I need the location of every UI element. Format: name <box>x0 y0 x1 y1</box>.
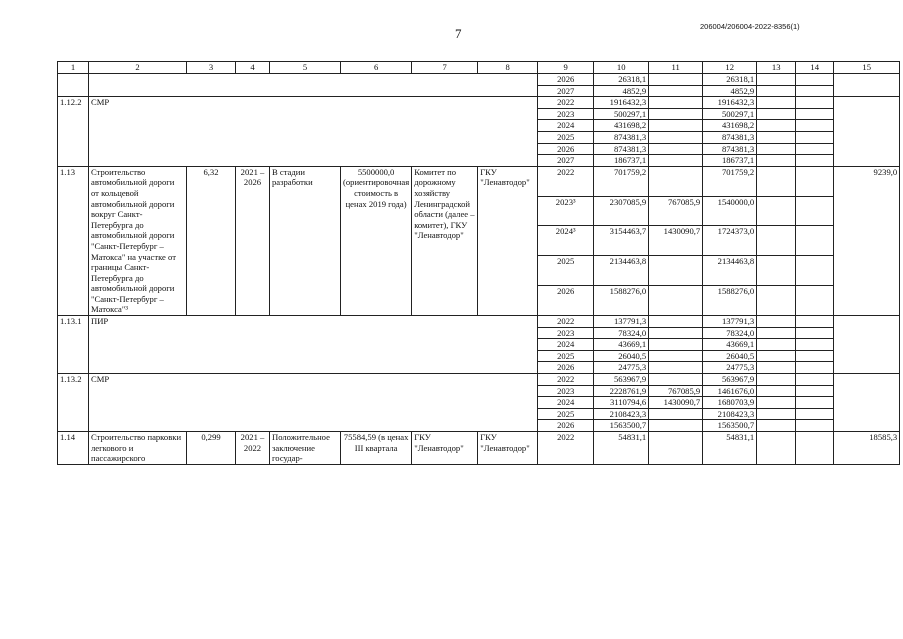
col14-cell <box>796 362 834 374</box>
budget-table <box>57 61 900 465</box>
col13-cell <box>757 85 796 97</box>
year-cell: 2023³ <box>538 196 594 226</box>
col15-cell: 18585,3 <box>834 432 900 465</box>
table-row <box>58 97 900 109</box>
col13-cell <box>757 131 796 143</box>
regional-value: 4852,9 <box>703 85 757 97</box>
col13-cell <box>757 432 796 465</box>
total-value: 3110794,6 <box>594 397 649 409</box>
total-value: 137791,3 <box>594 316 649 328</box>
regional-value: 1680703,9 <box>703 397 757 409</box>
header-cell: 6 <box>341 62 412 74</box>
col13-cell <box>757 339 796 351</box>
status-cell: В стадии разработки <box>270 166 341 315</box>
cost-cell: 75584,59 (в ценах III квартала <box>341 432 412 465</box>
federal-value <box>649 256 703 286</box>
year-cell: 2023 <box>538 385 594 397</box>
federal-value <box>649 143 703 155</box>
col13-cell <box>757 286 796 316</box>
federal-value <box>649 120 703 132</box>
year-cell: 2024 <box>538 120 594 132</box>
header-cell: 12 <box>703 62 757 74</box>
regional-value: 874381,3 <box>703 143 757 155</box>
regional-value: 431698,2 <box>703 120 757 132</box>
total-value: 26318,1 <box>594 74 649 86</box>
customer-cell: Комитет по дорожному хозяйству Ленинградской области (далее – комитет), ГКУ "Ленавтодор" <box>412 166 478 315</box>
total-value: 2108423,3 <box>594 408 649 420</box>
col14-cell <box>796 131 834 143</box>
total-value: 500297,1 <box>594 108 649 120</box>
col14-cell <box>796 74 834 86</box>
col15-cell <box>834 374 900 432</box>
col14-cell <box>796 339 834 351</box>
federal-value <box>649 432 703 465</box>
col14-cell <box>796 316 834 328</box>
col14-cell <box>796 374 834 386</box>
federal-value <box>649 74 703 86</box>
col13-cell <box>757 143 796 155</box>
col13-cell <box>757 97 796 109</box>
header-cell: 13 <box>757 62 796 74</box>
regional-value: 2108423,3 <box>703 408 757 420</box>
capacity-cell: 6,32 <box>187 166 236 315</box>
col13-cell <box>757 196 796 226</box>
federal-value <box>649 350 703 362</box>
regional-value: 43669,1 <box>703 339 757 351</box>
code-cell: 1.14 <box>58 432 89 465</box>
object-name: Строительство автомобильной дороги от кольцевой автомобильной дороги вокруг Санкт-Петербурга до автомобильной дороги "Санкт-Петербург – Матокса" на участке от границы Санкт-Петербурга до автомобильной дороги "Санкт-Петербург – Матокса"³ <box>89 166 187 315</box>
col13-cell <box>757 166 796 196</box>
document-id: 206004/206004-2022-8356(1) <box>700 22 800 31</box>
year-cell: 2027 <box>538 85 594 97</box>
regional-value: 1563500,7 <box>703 420 757 432</box>
header-cell: 7 <box>412 62 478 74</box>
col15-cell <box>834 316 900 374</box>
total-value: 1588276,0 <box>594 286 649 316</box>
year-cell: 2024 <box>538 397 594 409</box>
regional-value: 500297,1 <box>703 108 757 120</box>
code-cell: 1.13.1 <box>58 316 89 374</box>
year-cell: 2022 <box>538 166 594 196</box>
total-value: 4852,9 <box>594 85 649 97</box>
year-cell: 2022 <box>538 432 594 465</box>
header-cell: 4 <box>236 62 270 74</box>
header-row <box>58 62 900 74</box>
federal-value <box>649 327 703 339</box>
year-cell: 2026 <box>538 286 594 316</box>
code-cell: 1.13.2 <box>58 374 89 432</box>
col13-cell <box>757 256 796 286</box>
year-cell: 2024 <box>538 339 594 351</box>
federal-value: 1430090,7 <box>649 397 703 409</box>
col14-cell <box>796 108 834 120</box>
header-cell: 2 <box>89 62 187 74</box>
period-cell: 2021 – 2022 <box>236 432 270 465</box>
total-value: 2134463,8 <box>594 256 649 286</box>
regional-value: 701759,2 <box>703 166 757 196</box>
regional-value: 563967,9 <box>703 374 757 386</box>
regional-value: 137791,3 <box>703 316 757 328</box>
federal-value <box>649 362 703 374</box>
header-cell: 5 <box>270 62 341 74</box>
col14-cell <box>796 256 834 286</box>
regional-value: 1588276,0 <box>703 286 757 316</box>
total-value: 26040,5 <box>594 350 649 362</box>
builder-cell: ГКУ "Ленавтодор" <box>478 432 538 465</box>
total-value: 701759,2 <box>594 166 649 196</box>
col13-cell <box>757 385 796 397</box>
regional-value: 26318,1 <box>703 74 757 86</box>
table-row <box>58 74 900 86</box>
customer-cell: ГКУ "Ленавтодор" <box>412 432 478 465</box>
federal-value <box>649 97 703 109</box>
total-value: 2228761,9 <box>594 385 649 397</box>
col13-cell <box>757 226 796 256</box>
col14-cell <box>796 397 834 409</box>
col14-cell <box>796 85 834 97</box>
federal-value <box>649 374 703 386</box>
col13-cell <box>757 397 796 409</box>
table-row <box>58 316 900 328</box>
col15-cell <box>834 97 900 167</box>
total-value: 874381,3 <box>594 131 649 143</box>
code-cell: 1.12.2 <box>58 97 89 167</box>
total-value: 1916432,3 <box>594 97 649 109</box>
col13-cell <box>757 374 796 386</box>
year-cell: 2026 <box>538 420 594 432</box>
federal-value <box>649 339 703 351</box>
regional-value: 1724373,0 <box>703 226 757 256</box>
total-value: 186737,1 <box>594 155 649 167</box>
regional-value: 186737,1 <box>703 155 757 167</box>
period-cell: 2021 – 2026 <box>236 166 270 315</box>
col14-cell <box>796 350 834 362</box>
year-cell: 2026 <box>538 362 594 374</box>
total-value: 1563500,7 <box>594 420 649 432</box>
stage-label: ПИР <box>89 316 538 374</box>
capacity-cell: 0,299 <box>187 432 236 465</box>
table-row <box>58 432 900 465</box>
year-cell: 2022 <box>538 97 594 109</box>
total-value: 563967,9 <box>594 374 649 386</box>
regional-value: 1916432,3 <box>703 97 757 109</box>
col13-cell <box>757 408 796 420</box>
regional-value: 24775,3 <box>703 362 757 374</box>
col14-cell <box>796 143 834 155</box>
col13-cell <box>757 420 796 432</box>
federal-value <box>649 408 703 420</box>
regional-value: 1461676,0 <box>703 385 757 397</box>
federal-value <box>649 131 703 143</box>
col13-cell <box>757 362 796 374</box>
table-row <box>58 374 900 386</box>
col14-cell <box>796 97 834 109</box>
name-cell <box>89 74 538 97</box>
year-cell: 2025 <box>538 408 594 420</box>
col14-cell <box>796 286 834 316</box>
year-cell: 2026 <box>538 74 594 86</box>
col14-cell <box>796 408 834 420</box>
total-value: 43669,1 <box>594 339 649 351</box>
col14-cell <box>796 166 834 196</box>
col13-cell <box>757 155 796 167</box>
total-value: 2307085,9 <box>594 196 649 226</box>
col14-cell <box>796 385 834 397</box>
col14-cell <box>796 327 834 339</box>
federal-value <box>649 420 703 432</box>
regional-value: 2134463,8 <box>703 256 757 286</box>
col15-cell <box>834 74 900 97</box>
federal-value <box>649 286 703 316</box>
col14-cell <box>796 155 834 167</box>
col14-cell <box>796 226 834 256</box>
col13-cell <box>757 350 796 362</box>
federal-value: 1430090,7 <box>649 226 703 256</box>
header-cell: 15 <box>834 62 900 74</box>
status-cell: Положительное заключение государ- <box>270 432 341 465</box>
year-cell: 2023 <box>538 108 594 120</box>
builder-cell: ГКУ "Ленавтодор" <box>478 166 538 315</box>
col13-cell <box>757 327 796 339</box>
page-number: 7 <box>455 26 462 41</box>
federal-value <box>649 316 703 328</box>
year-cell: 2024³ <box>538 226 594 256</box>
col14-cell <box>796 196 834 226</box>
header-cell: 10 <box>594 62 649 74</box>
federal-value <box>649 166 703 196</box>
table-row <box>58 166 900 196</box>
total-value: 431698,2 <box>594 120 649 132</box>
regional-value: 54831,1 <box>703 432 757 465</box>
total-value: 24775,3 <box>594 362 649 374</box>
federal-value <box>649 85 703 97</box>
col13-cell <box>757 74 796 86</box>
col15-cell: 9239,0 <box>834 166 900 315</box>
federal-value <box>649 155 703 167</box>
col13-cell <box>757 316 796 328</box>
header-cell: 1 <box>58 62 89 74</box>
year-cell: 2022 <box>538 316 594 328</box>
code-cell <box>58 74 89 97</box>
stage-label: СМР <box>89 97 538 167</box>
object-name: Строительство парковки легкового и пассажирского <box>89 432 187 465</box>
federal-value <box>649 108 703 120</box>
cost-cell: 5500000,0 (ориентировочная стоимость в ценах 2019 года) <box>341 166 412 315</box>
header-cell: 3 <box>187 62 236 74</box>
col14-cell <box>796 420 834 432</box>
regional-value: 874381,3 <box>703 131 757 143</box>
total-value: 874381,3 <box>594 143 649 155</box>
header-cell: 14 <box>796 62 834 74</box>
regional-value: 1540000,0 <box>703 196 757 226</box>
federal-value: 767085,9 <box>649 385 703 397</box>
federal-value: 767085,9 <box>649 196 703 226</box>
header-cell: 11 <box>649 62 703 74</box>
stage-label: СМР <box>89 374 538 432</box>
col13-cell <box>757 108 796 120</box>
regional-value: 26040,5 <box>703 350 757 362</box>
header-cell: 9 <box>538 62 594 74</box>
total-value: 54831,1 <box>594 432 649 465</box>
year-cell: 2026 <box>538 143 594 155</box>
code-cell: 1.13 <box>58 166 89 315</box>
total-value: 78324,0 <box>594 327 649 339</box>
year-cell: 2023 <box>538 327 594 339</box>
header-cell: 8 <box>478 62 538 74</box>
year-cell: 2022 <box>538 374 594 386</box>
col13-cell <box>757 120 796 132</box>
year-cell: 2027 <box>538 155 594 167</box>
total-value: 3154463,7 <box>594 226 649 256</box>
col14-cell <box>796 120 834 132</box>
year-cell: 2025 <box>538 256 594 286</box>
col14-cell <box>796 432 834 465</box>
year-cell: 2025 <box>538 350 594 362</box>
year-cell: 2025 <box>538 131 594 143</box>
regional-value: 78324,0 <box>703 327 757 339</box>
